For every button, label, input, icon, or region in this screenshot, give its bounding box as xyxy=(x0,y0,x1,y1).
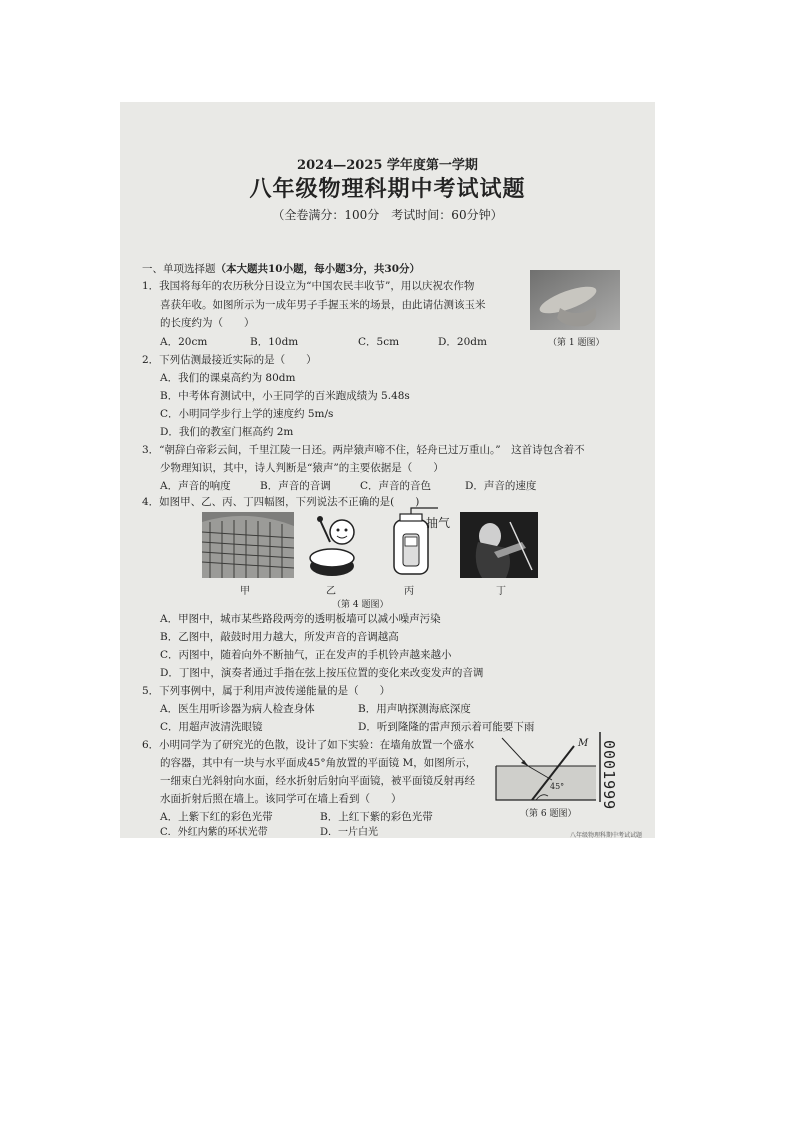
pump-label: 抽气 xyxy=(426,516,451,530)
q6-figure-caption: （第 6 题图） xyxy=(520,809,577,819)
violinist-photo xyxy=(460,512,538,578)
figure-label-yi: 乙 xyxy=(326,586,336,597)
q6-line4: 水面折射后照在墙上。该同学可在墙上看到（ ） xyxy=(160,793,402,805)
page-footer: 八年级物理科期中考试试题 xyxy=(570,832,643,838)
section-heading xyxy=(142,262,420,276)
q3-option-a: A．声音的响度 xyxy=(160,480,231,492)
q5-option-b: B．用声呐探测海底深度 xyxy=(358,703,471,715)
q4-option-d: D．丁图中，演奏者通过手指在弦上按压位置的变化来改变发声的音调 xyxy=(160,667,484,679)
exam-paper xyxy=(120,102,655,838)
q3-line2: 少物理知识，其中，诗人判断是“猿声”的主要依据是（ ） xyxy=(160,462,444,474)
q4-figure-caption: （第 4 题图） xyxy=(332,600,389,610)
q5-option-d: D．听到隆隆的雷声预示着可能要下雨 xyxy=(358,721,535,733)
exam-title: 八年级物理科期中考试试题 xyxy=(249,176,526,202)
exam-subtitle: （全卷满分：100分 考试时间：60分钟） xyxy=(272,208,503,222)
noise-barrier-photo xyxy=(202,512,294,578)
q6-option-b: B．上红下紫的彩色光带 xyxy=(320,811,433,823)
figure-label-ding: 丁 xyxy=(496,586,506,597)
corn-photo xyxy=(530,270,620,330)
q3-option-b: B．声音的音调 xyxy=(260,480,331,492)
q6-option-d: D．一片白光 xyxy=(320,827,379,838)
mirror-label: M xyxy=(578,738,589,749)
q1-option-a: A．20cm xyxy=(160,336,208,348)
q4-option-a: A．甲图中，城市某些路段两旁的透明板墙可以减小噪声污染 xyxy=(160,613,441,625)
angle-label: 45° xyxy=(550,782,565,791)
q1-line1: 1．我国将每年的农历秋分日设立为“中国农民丰收节”，用以庆祝农作物 xyxy=(142,280,475,292)
q6-option-a: A．上紫下红的彩色光带 xyxy=(160,811,273,823)
school-year: 2024—2025 学年度第一学期 xyxy=(297,158,478,173)
drum-cartoon xyxy=(306,514,364,578)
q2-option-d: D．我们的教室门框高约 2m xyxy=(160,426,294,438)
q3-line1: 3．“朝辞白帝彩云间，千里江陵一日还。两岸猿声啼不住，轻舟已过万重山。” 这首诗包含着不 xyxy=(142,444,585,456)
q1-option-b: B．10dm xyxy=(250,336,299,348)
q3-option-d: D．声音的速度 xyxy=(465,480,537,492)
q2-stem: 2．下列估测最接近实际的是（ ） xyxy=(142,354,317,366)
q6-line3: 一细束白光斜射向水面，经水折射后射向平面镜，被平面镜反射再经 xyxy=(160,775,475,787)
q4-option-b: B．乙图中，敲鼓时用力越大，所发声音的音调越高 xyxy=(160,631,399,643)
section-title: 一、单项选择题 xyxy=(142,263,216,275)
q6-line1: 6．小明同学为了研究光的色散，设计了如下实验：在墙角放置一个盛水 xyxy=(142,739,475,751)
serial-number: 0001999 xyxy=(600,740,618,811)
q2-option-c: C．小明同学步行上学的速度约 5m/s xyxy=(160,408,334,420)
figure-label-jia: 甲 xyxy=(240,586,250,597)
q1-line3: 的长度约为（ ） xyxy=(160,317,255,329)
section-note: （本大题共10小题，每小题3分，共30分） xyxy=(215,263,421,275)
q4-option-c: C．丙图中，随着向外不断抽气，正在发声的手机铃声越来越小 xyxy=(160,649,452,661)
q2-option-a: A．我们的课桌高约为 80dm xyxy=(160,372,296,384)
q1-option-c: C．5cm xyxy=(358,336,400,348)
q5-stem: 5．下列事例中，属于利用声波传递能量的是（ ） xyxy=(142,685,391,697)
q2-option-b: B．中考体育测试中，小王同学的百米跑成绩为 5.48s xyxy=(160,390,410,402)
q6-line2: 的容器，其中有一块与水平面成45°角放置的平面镜 M，如图所示， xyxy=(160,757,477,769)
q4-stem: 4．如图甲、乙、丙、丁四幅图，下列说法不正确的是( ) xyxy=(142,496,420,508)
q1-option-d: D．20dm xyxy=(438,336,487,348)
q6-option-c: C．外红内紫的环状光带 xyxy=(160,827,268,838)
q5-option-a: A．医生用听诊器为病人检查身体 xyxy=(160,703,315,715)
figure-label-bing: 丙 xyxy=(404,586,414,597)
q1-line2: 喜获年收。如图所示为一成年男子手握玉米的场景，由此请估测该玉米 xyxy=(160,299,486,311)
q3-option-c: C．声音的音色 xyxy=(360,480,432,492)
q1-figure-caption: （第 1 题图） xyxy=(548,338,605,348)
q5-option-c: C．用超声波清洗眼镜 xyxy=(160,721,263,733)
